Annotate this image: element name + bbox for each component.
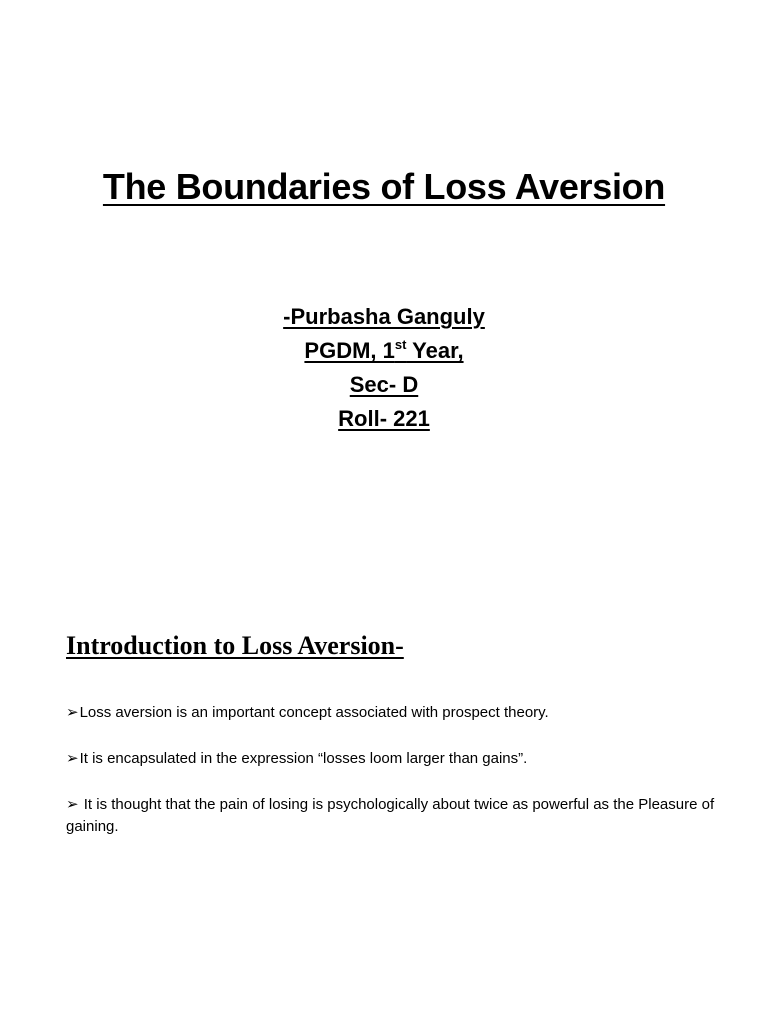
program-prefix: PGDM, 1 (304, 338, 395, 363)
author-name: -Purbasha Ganguly (283, 304, 485, 329)
roll-line: Roll- 221 (338, 406, 430, 431)
slide-title: The Boundaries of Loss Aversion (102, 166, 666, 207)
author-block (0, 300, 768, 436)
bullet-text: It is thought that the pain of losing is psychologically about twice as powerful as the Pleasure of gaining. (66, 796, 715, 835)
arrow-bullet-icon: ➢ (66, 796, 79, 813)
program-suffix: Year, (406, 338, 464, 363)
bullet-list (66, 702, 746, 862)
section-line: Sec- D (349, 372, 419, 397)
program-line (0, 334, 768, 368)
bullet-item (66, 748, 746, 770)
intro-slide (0, 512, 768, 1024)
bullet-item (66, 794, 746, 838)
arrow-bullet-icon: ➢ (66, 704, 79, 721)
bullet-text: Loss aversion is an important concept associated with prospect theory. (79, 704, 549, 721)
bullet-item (66, 702, 746, 724)
bullet-text: It is encapsulated in the expression “losses loom larger than gains”. (79, 750, 528, 767)
section-heading: Introduction to Loss Aversion- (66, 631, 404, 660)
arrow-bullet-icon: ➢ (66, 750, 79, 767)
program-superscript: st (394, 337, 407, 352)
